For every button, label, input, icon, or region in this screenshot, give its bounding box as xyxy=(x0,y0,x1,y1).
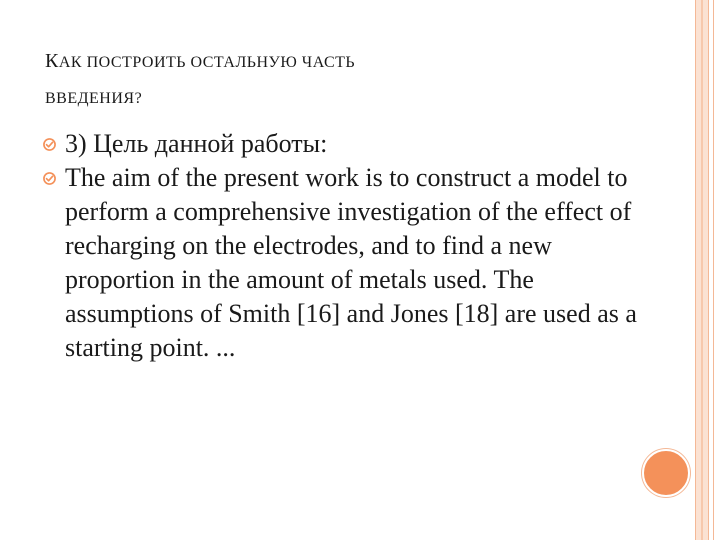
decorative-circle xyxy=(642,449,690,497)
bullet-list xyxy=(40,127,640,365)
band-outer-line xyxy=(713,0,714,540)
bullet-item xyxy=(40,127,640,161)
title-line-1 xyxy=(45,43,605,81)
title-line-1-rest: АК ПОСТРОИТЬ ОСТАЛЬНУЮ ЧАСТЬ xyxy=(58,54,356,71)
slide-title xyxy=(45,43,605,117)
bullet-item xyxy=(40,161,640,365)
bullet-text: 3) Цель данной работы: xyxy=(65,129,328,158)
title-initial: К xyxy=(45,50,59,72)
right-decorative-band xyxy=(695,0,709,540)
band-inner-line xyxy=(701,0,703,540)
circled-check-icon xyxy=(43,138,56,151)
title-line-2: ВВЕДЕНИЯ? xyxy=(45,90,143,107)
circled-check-icon xyxy=(43,172,56,185)
bullet-text: The aim of the present work is to construct a model to perform a comprehensive investigation of the effect of recharging on the electrodes, and to find a new proportion in the amount of metals used. The assumptions of Smith [16] and Jones [18] are used as a starting point. ... xyxy=(65,163,637,362)
